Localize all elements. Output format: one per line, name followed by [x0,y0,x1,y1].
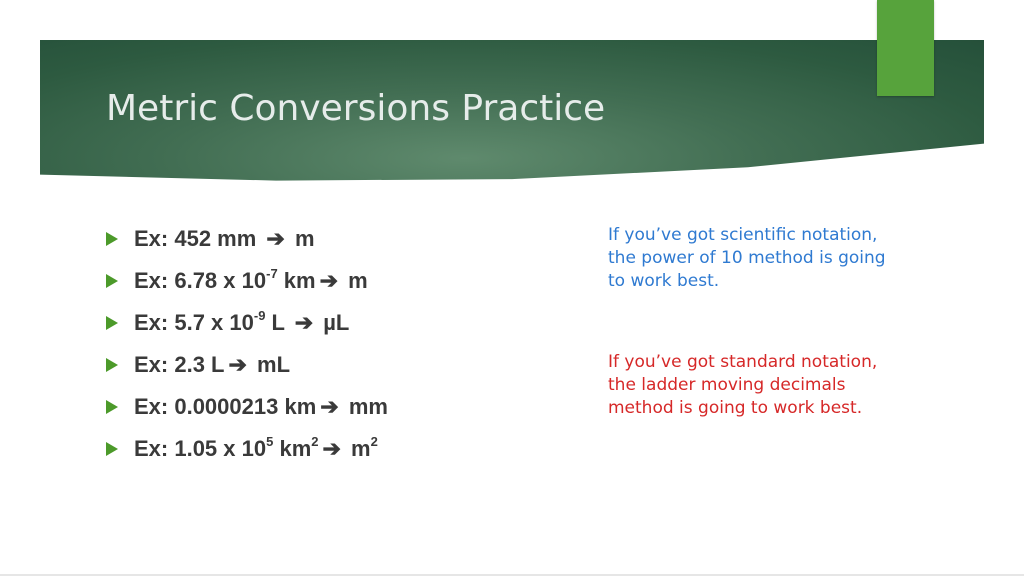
arrow-right-icon: ➔ [319,268,339,293]
slide-title: Metric Conversions Practice [106,88,606,129]
list-item: Ex: 2.3 L ➔ mL [106,346,388,388]
bullet-triangle-icon [106,316,118,330]
arrow-right-icon: ➔ [228,352,247,377]
list-item: Ex: 5.7 x $10^{-9}$ L ➔ µL [106,304,388,346]
list-item: Ex: 6.78 x $10^{-7}$ km ➔ m [106,262,388,304]
list-item: Ex: 1.05 x $10^5$ $km^2$ ➔ $m^2$ [106,430,388,472]
list-item: Ex: 452 mm ➔ m [106,220,388,262]
bullet-triangle-icon [106,400,118,414]
arrow-right-icon: ➔ [322,436,341,461]
list-item: Ex: 0.0000213 km ➔ mm [106,388,388,430]
bullet-triangle-icon [106,442,118,456]
bullet-triangle-icon [106,274,118,288]
bullet-triangle-icon [106,358,118,372]
arrow-right-icon: ➔ [266,226,285,251]
accent-tab [877,0,934,96]
example-list [106,220,388,472]
bullet-triangle-icon [106,232,118,246]
arrow-right-icon: ➔ [320,394,339,419]
scientific-notation-note: If you’ve got scientific notation, the power of 10 method is going to work best. [608,225,886,291]
standard-notation-note: If you’ve got standard notation, the ladder moving decimals method is going to work best. [608,352,878,418]
arrow-right-icon: ➔ [294,310,314,335]
